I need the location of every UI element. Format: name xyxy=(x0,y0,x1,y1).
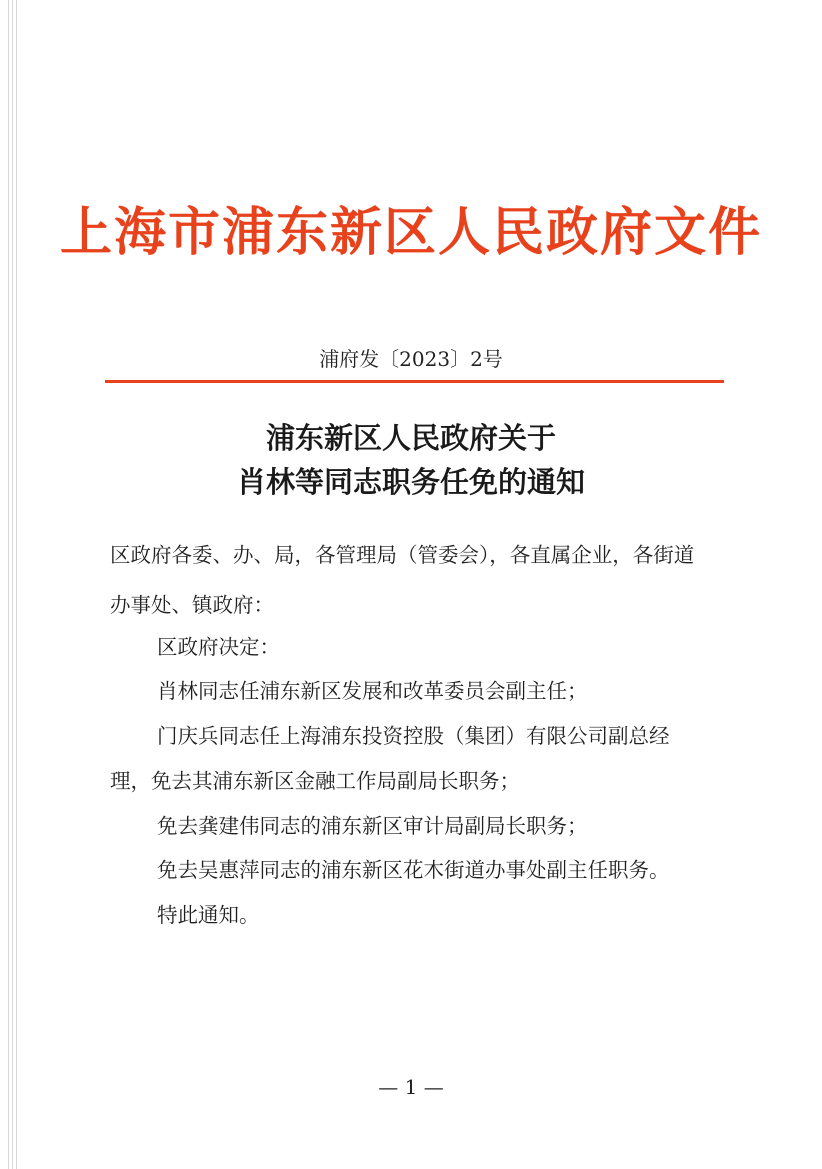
page-number: — 1 — xyxy=(378,1075,444,1099)
body-line-closing: 特此通知。 xyxy=(157,903,260,927)
paper-edge-line xyxy=(12,0,13,1169)
body-line-decision: 区政府决定： xyxy=(157,635,280,659)
body-line-recipients-1: 区政府各委、办、局，各管理局（管委会），各直属企业，各街道 xyxy=(110,543,695,567)
document-title-line-1: 浦东新区人民政府关于 xyxy=(265,421,556,455)
document-title-line-2: 肖林等同志职务任免的通知 xyxy=(236,465,585,499)
body-line-removal-2: 免去吴惠萍同志的浦东新区花木街道办事处副主任职务。 xyxy=(157,858,670,882)
body-line-appointment-2a: 门庆兵同志任上海浦东投资控股（集团）有限公司副总经 xyxy=(157,724,670,748)
body-line-appointment-2b: 理，免去其浦东新区金融工作局副局长职务； xyxy=(110,769,520,793)
document-number: 浦府发〔2023〕2号 xyxy=(319,347,503,371)
body-line-removal-1: 免去龚建伟同志的浦东新区审计局副局长职务； xyxy=(157,814,588,838)
paper-edge-line xyxy=(16,0,17,1169)
red-divider-line xyxy=(105,380,724,383)
paper-edge-line xyxy=(8,0,9,1169)
body-line-recipients-2: 办事处、镇政府： xyxy=(110,593,274,617)
document-masthead: 上海市浦东新区人民政府文件 xyxy=(59,202,762,263)
body-line-appointment-1: 肖林同志任浦东新区发展和改革委员会副主任； xyxy=(157,679,588,703)
